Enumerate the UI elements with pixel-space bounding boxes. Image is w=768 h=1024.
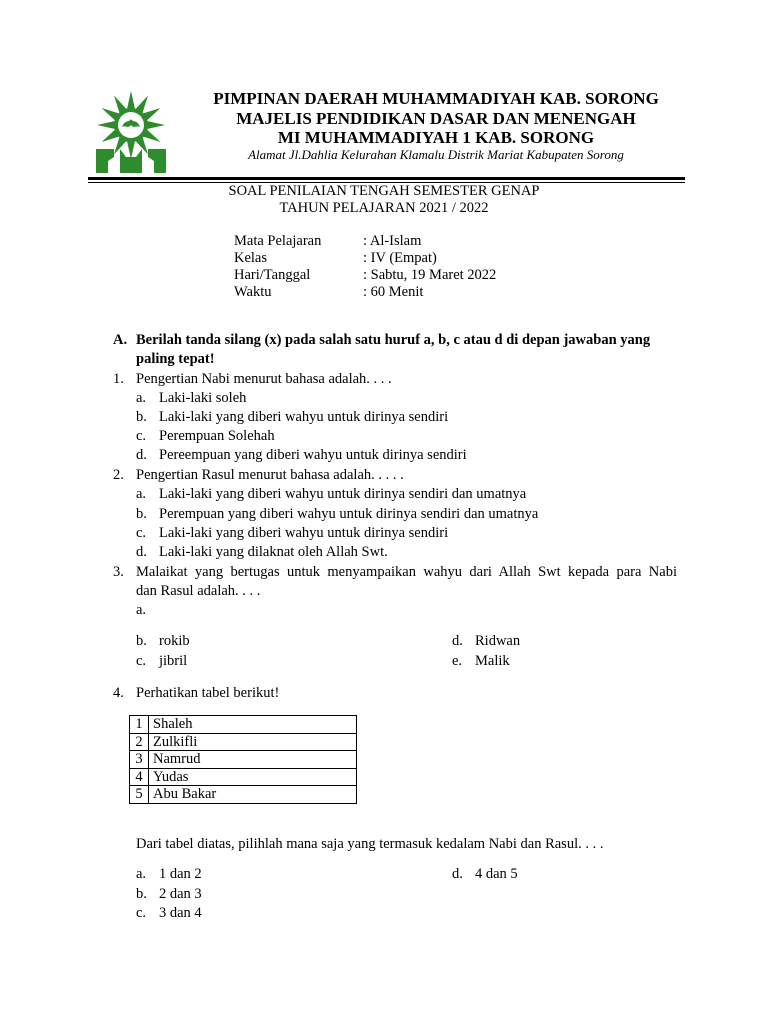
q3-option-b: rokib — [159, 633, 190, 649]
exam-title: SOAL PENILAIAN TENGAH SEMESTER GENAP — [228, 183, 540, 199]
q2-option-c: Laki-laki yang diberi wahyu untuk dirinya sendiri — [159, 525, 449, 541]
table-row — [130, 751, 357, 769]
q3-option-d: Ridwan — [475, 633, 521, 649]
q3-option-d-letter: d. — [452, 633, 463, 649]
section-marker: A. — [113, 332, 128, 348]
school-address: Alamat Jl.Dahlia Kelurahan Klamalu Distrik Mariat Kabupaten Sorong — [248, 147, 624, 162]
row-number: 5 — [130, 786, 149, 804]
q4-option-b-letter: b. — [136, 886, 147, 902]
prophet-table — [129, 715, 357, 804]
q3-text-line-1: Malaikat yang bertugas untuk menyampaikan wahyu dari Allah Swt kepada para Nabi — [136, 564, 677, 580]
q3-number: 3. — [113, 564, 124, 580]
q1-number: 1. — [113, 371, 124, 387]
q2-option-b-letter: b. — [136, 506, 147, 522]
info-value-subject: : Al-Islam — [363, 233, 422, 249]
q1-option-d-letter: d. — [136, 447, 147, 463]
q4-text: Perhatikan tabel berikut! — [136, 685, 280, 701]
q1-option-c: Perempuan Solehah — [159, 428, 275, 444]
q4-option-b: 2 dan 3 — [159, 886, 202, 902]
q2-option-d-letter: d. — [136, 544, 147, 560]
header-line-1: PIMPINAN DAERAH MUHAMMADIYAH KAB. SORONG — [213, 89, 659, 108]
section-instruction-2: paling tepat! — [136, 351, 215, 367]
q1-option-a-letter: a. — [136, 390, 147, 406]
q4-option-d: 4 dan 5 — [475, 866, 518, 882]
q3-option-a-letter: a. — [136, 602, 147, 618]
table-row — [130, 733, 357, 751]
school-name: MI MUHAMMADIYAH 1 KAB. SORONG — [277, 128, 595, 147]
q1-text: Pengertian Nabi menurut bahasa adalah. . . . — [136, 371, 392, 387]
info-value-date: : Sabtu, 19 Maret 2022 — [363, 267, 497, 283]
q3-option-c: jibril — [159, 653, 188, 669]
q2-option-a-letter: a. — [136, 486, 147, 502]
q3-text-line-2: dan Rasul adalah. . . . — [136, 583, 261, 599]
q4-option-c-letter: c. — [136, 905, 147, 921]
q1-option-d: Pereempuan yang diberi wahyu untuk dirinya sendiri — [159, 447, 467, 463]
q2-option-c-letter: c. — [136, 525, 147, 541]
info-label-date: Hari/Tanggal — [234, 267, 311, 283]
table-row — [130, 716, 357, 734]
info-label-class: Kelas — [234, 250, 268, 266]
q4-option-c: 3 dan 4 — [159, 905, 202, 921]
q4-option-a: 1 dan 2 — [159, 866, 202, 882]
row-number: 3 — [130, 751, 149, 769]
q3-option-e: Malik — [475, 653, 510, 669]
q4-option-d-letter: d. — [452, 866, 463, 882]
q2-number: 2. — [113, 467, 124, 483]
q1-option-c-letter: c. — [136, 428, 147, 444]
q4-prompt: Dari tabel diatas, pilihlah mana saja yang termasuk kedalam Nabi dan Rasul. . . . — [136, 836, 604, 852]
header-rule-thick — [88, 177, 685, 180]
info-value-class: : IV (Empat) — [363, 250, 437, 266]
q4-option-a-letter: a. — [136, 866, 147, 882]
table-row — [130, 768, 357, 786]
q1-option-a: Laki-laki soleh — [159, 390, 247, 406]
row-number: 4 — [130, 768, 149, 786]
table-row — [130, 786, 357, 804]
row-number: 1 — [130, 716, 149, 734]
q3-option-c-letter: c. — [136, 653, 147, 669]
info-label-subject: Mata Pelajaran — [234, 233, 322, 249]
row-name: Zulkifli — [149, 733, 357, 751]
q1-option-b-letter: b. — [136, 409, 147, 425]
info-value-time: : 60 Menit — [363, 284, 424, 300]
header-line-2: MAJELIS PENDIDIKAN DASAR DAN MENENGAH — [236, 109, 636, 128]
row-name: Yudas — [149, 768, 357, 786]
q2-text: Pengertian Rasul menurut bahasa adalah. . . . . — [136, 467, 404, 483]
exam-year: TAHUN PELAJARAN 2021 / 2022 — [279, 200, 489, 216]
q4-number: 4. — [113, 685, 124, 701]
q3-option-b-letter: b. — [136, 633, 147, 649]
q1-option-b: Laki-laki yang diberi wahyu untuk dirinya sendiri — [159, 409, 449, 425]
row-number: 2 — [130, 733, 149, 751]
q2-option-d: Laki-laki yang dilaknat oleh Allah Swt. — [159, 544, 388, 560]
row-name: Abu Bakar — [149, 786, 357, 804]
q3-option-e-letter: e. — [452, 653, 463, 669]
row-name: Shaleh — [149, 716, 357, 734]
row-name: Namrud — [149, 751, 357, 769]
q2-option-a: Laki-laki yang diberi wahyu untuk dirinya sendiri dan umatnya — [159, 486, 527, 502]
q2-option-b: Perempuan yang diberi wahyu untuk dirinya sendiri dan umatnya — [159, 506, 539, 522]
info-label-time: Waktu — [234, 284, 272, 300]
section-instruction-1: Berilah tanda silang (x) pada salah satu huruf a, b, c atau d di depan jawaban yang — [136, 332, 651, 348]
